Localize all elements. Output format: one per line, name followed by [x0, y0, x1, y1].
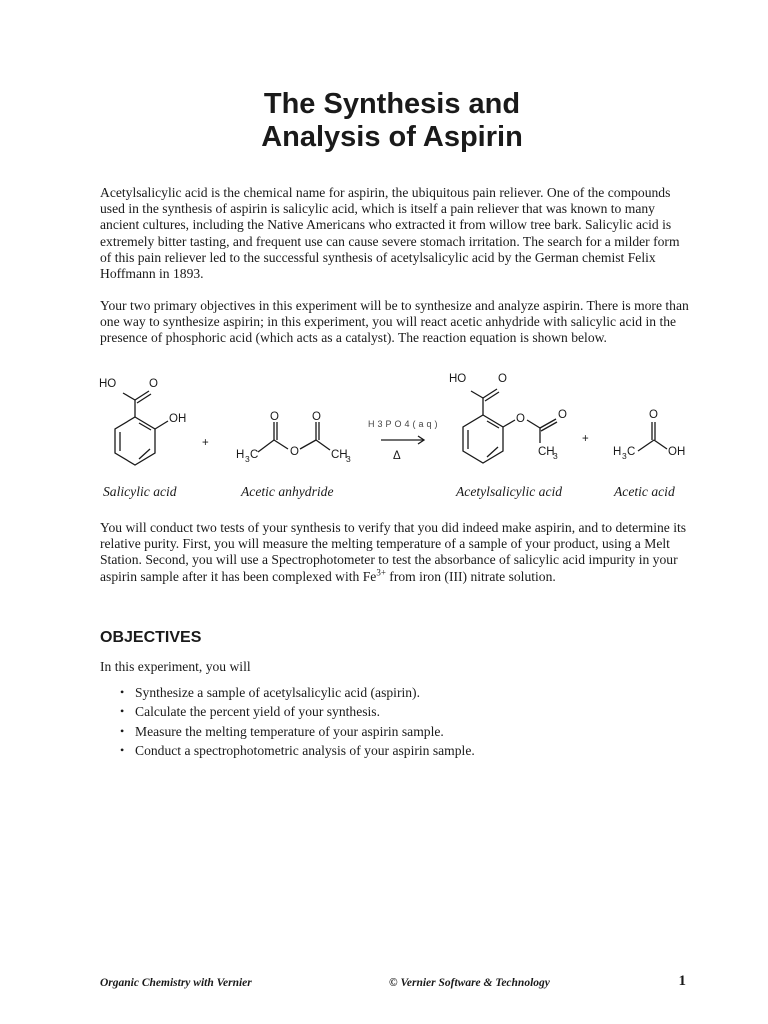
- anhydride-ch-subscript: 3: [346, 454, 351, 464]
- title-line-2: Analysis of Aspirin: [261, 121, 523, 153]
- bullet-icon: •: [120, 685, 125, 699]
- acetic-h-subscript: 3: [622, 451, 627, 461]
- objectives-heading: OBJECTIVES: [100, 629, 202, 646]
- acetic-h-label: H: [613, 446, 622, 458]
- plus-sign-1: +: [202, 437, 209, 449]
- anhydride-o-label-2: O: [312, 411, 321, 423]
- list-item-text: Synthesize a sample of acetylsalicylic acid (aspirin).: [135, 685, 420, 700]
- tests-paragraph: [100, 520, 690, 585]
- list-item: [100, 741, 475, 760]
- list-item: [100, 722, 475, 741]
- anhydride-o-label-1: O: [270, 411, 279, 423]
- footer-book-title: Organic Chemistry with Vernier: [100, 977, 252, 989]
- aspirin-ch-label: CH: [538, 446, 555, 458]
- title-line-1: The Synthesis and: [263, 88, 521, 120]
- list-item-text: Calculate the percent yield of your synthesis.: [135, 704, 380, 720]
- heat-label: Δ: [393, 450, 401, 462]
- list-item: [100, 702, 475, 721]
- list-item-text: Conduct a spectrophotometric analysis of your aspirin sample.: [135, 742, 475, 758]
- caption-salicylic-acid: Salicylic acid: [103, 484, 177, 499]
- anhydride-h-subscript: 3: [245, 454, 250, 464]
- salicylic-ho-label: HO: [99, 378, 117, 390]
- bullet-icon: •: [120, 742, 125, 757]
- objectives-intro: In this experiment, you will: [100, 659, 251, 674]
- caption-acetic-acid: Acetic acid: [614, 484, 675, 499]
- aspirin-ch-subscript: 3: [553, 451, 558, 461]
- tests-paragraph-end: from iron (III) nitrate solution.: [385, 568, 556, 584]
- page-number: 1: [678, 973, 686, 989]
- acetic-c-label: C: [627, 446, 636, 458]
- bullet-icon: •: [120, 704, 125, 719]
- footer-copyright: © Vernier Software & Technology: [389, 977, 550, 989]
- objectives-list: [100, 683, 475, 760]
- salicylic-o-label: O: [149, 378, 158, 390]
- acetic-o-label: O: [649, 409, 658, 421]
- caption-acetic-anhydride: Acetic anhydride: [241, 484, 334, 499]
- page-title: [0, 88, 768, 154]
- aspirin-o-label-1: O: [498, 373, 507, 385]
- iron-charge-superscript: 3+: [376, 567, 386, 578]
- acetic-oh-label: OH: [668, 446, 686, 458]
- aspirin-o-ester-label: O: [516, 413, 525, 425]
- anhydride-ch-label: CH: [331, 449, 348, 461]
- salicylic-oh-label: OH: [169, 413, 187, 425]
- caption-acetylsalicylic-acid: Acetylsalicylic acid: [456, 484, 563, 499]
- anhydride-o-bridge-label: O: [290, 446, 299, 458]
- anhydride-h-label: H: [236, 449, 245, 461]
- catalyst-label: H3PO4(aq): [368, 419, 441, 429]
- bullet-icon: •: [120, 723, 125, 738]
- list-item-text: Measure the melting temperature of your aspirin sample.: [135, 723, 444, 739]
- anhydride-c-label: C: [250, 449, 259, 461]
- intro-paragraph: Acetylsalicylic acid is the chemical name for aspirin, the ubiquitous pain reliever. One of the compounds used in the synthesis of aspirin is salicylic acid, which is itself a pain reliever that was known to many ancient cultures, including the Native Americans who extracted it from willow tree bark. Salicylic acid is extremely bitter tasting, and frequent use can cause severe stomach irritation. The search for a milder form of this pain reliever led to the successful synthesis of acetylsalicylic acid by the German chemist Felix Hoffmann in 1893.: [100, 185, 680, 282]
- aspirin-ho-label: HO: [449, 373, 467, 385]
- objectives-paragraph: Your two primary objectives in this experiment will be to synthesize and analyze aspirin. There is more than one way to synthesize aspirin; in this experiment, you will react acetic anhydride with salicylic acid in the presence of phosphoric acid (which acts as a catalyst). The reaction equation is shown below.: [100, 298, 689, 346]
- tests-paragraph-text: You will conduct two tests of your synthesis to verify that you did indeed make aspirin, and to determine its relative purity. First, you will measure the melting temperature of a sample of your product, using a Melt Station. Second, you will use a Spectrophotometer to test the absorbance of salicylic acid impurity in your aspirin sample after it has been complexed with Fe: [100, 520, 687, 584]
- aspirin-o-label-2: O: [558, 409, 567, 421]
- list-item: [100, 683, 475, 702]
- plus-sign-2: +: [582, 433, 589, 445]
